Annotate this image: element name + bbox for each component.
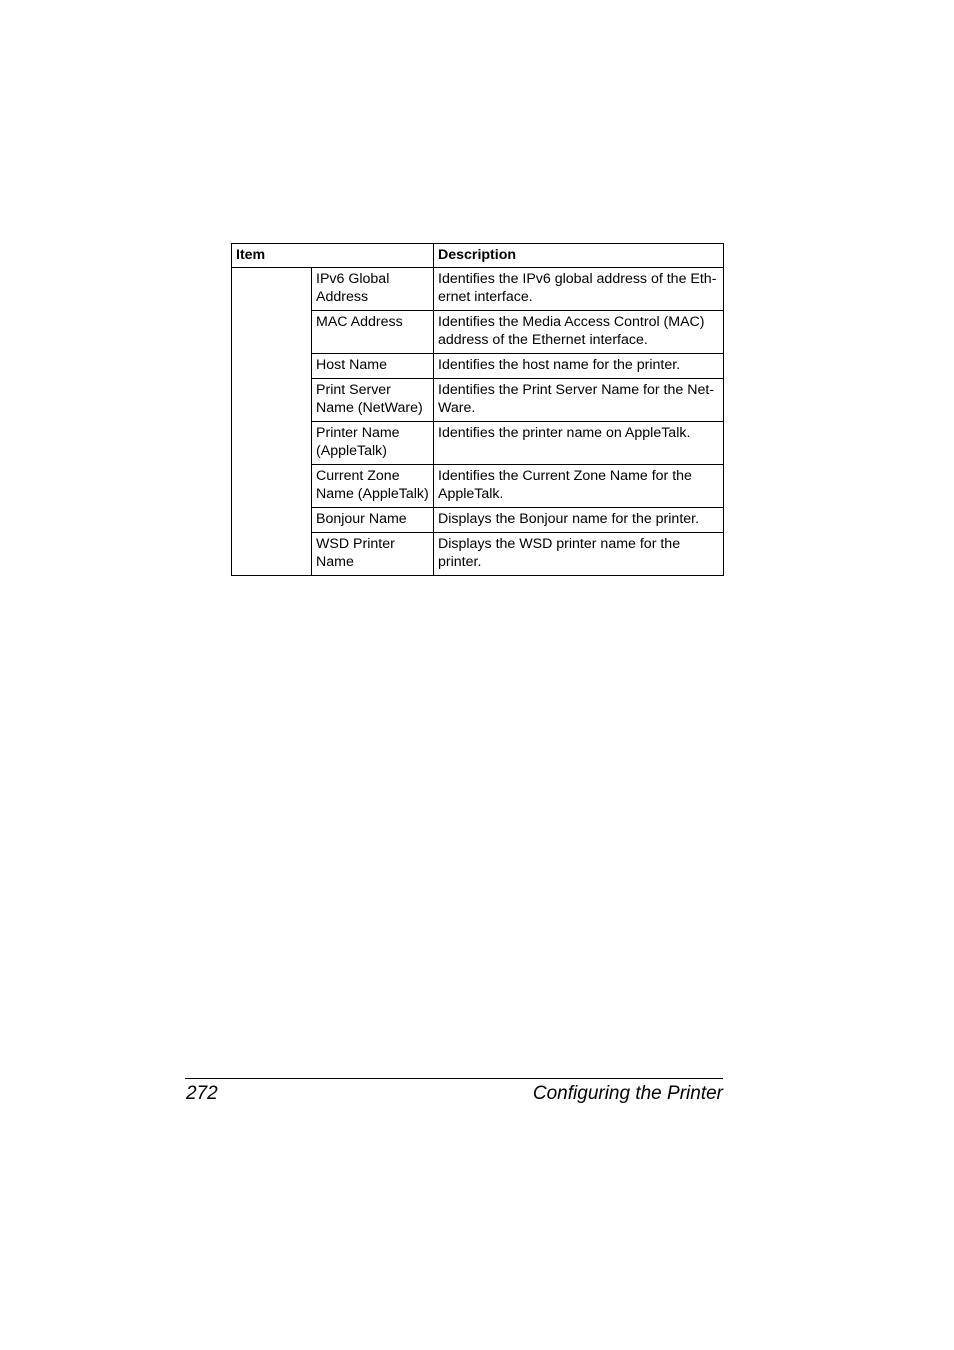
row-description: Identifies the host name for the printer.: [434, 354, 724, 379]
parent-item-cell: [232, 268, 312, 576]
row-description: Identifies the Print Server Name for the Net-Ware.: [434, 379, 724, 422]
row-description: Identifies the Current Zone Name for the AppleTalk.: [434, 465, 724, 508]
settings-table: [231, 243, 724, 576]
table-header-row: [232, 244, 724, 268]
row-description: Displays the Bonjour name for the printer.: [434, 508, 724, 533]
row-description: Identifies the IPv6 global address of the Eth-ernet interface.: [434, 268, 724, 311]
row-item: MAC Address: [312, 311, 434, 354]
footer-divider: [185, 1078, 723, 1079]
page-number: 272: [186, 1083, 218, 1104]
row-description: Displays the WSD printer name for the printer.: [434, 533, 724, 576]
row-description: Identifies the Media Access Control (MAC) address of the Ethernet interface.: [434, 311, 724, 354]
header-description: Description: [434, 244, 724, 268]
row-description: Identifies the printer name on AppleTalk.: [434, 422, 724, 465]
row-item: Host Name: [312, 354, 434, 379]
row-item: IPv6 Global Address: [312, 268, 434, 311]
chapter-title: Configuring the Printer: [532, 1083, 723, 1104]
row-item: Current Zone Name (AppleTalk): [312, 465, 434, 508]
header-item: Item: [232, 244, 434, 268]
row-item: Print Server Name (NetWare): [312, 379, 434, 422]
table-row: [232, 268, 724, 311]
row-item: WSD Printer Name: [312, 533, 434, 576]
row-item: Bonjour Name: [312, 508, 434, 533]
row-item: Printer Name (AppleTalk): [312, 422, 434, 465]
